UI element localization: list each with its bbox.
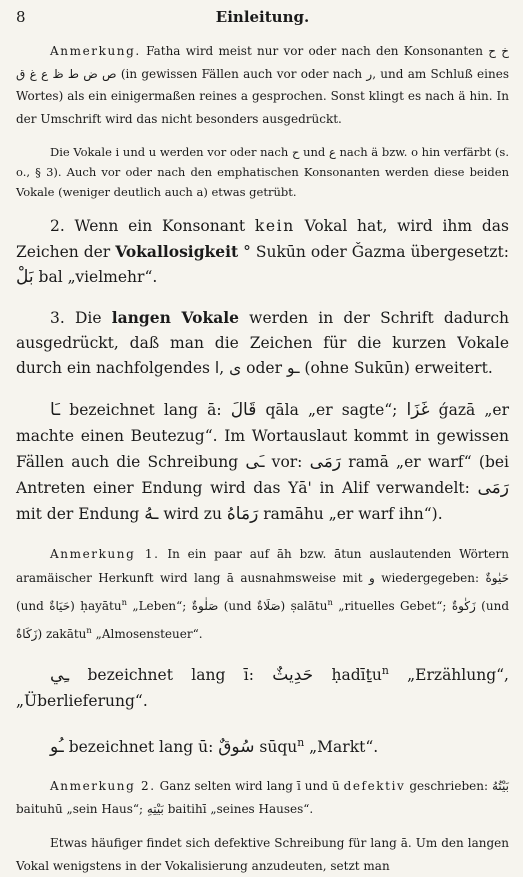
annotation-label: Anmerkung 1. [50, 547, 160, 561]
page-number: 8 [16, 8, 26, 26]
term-bold: Vokallosigkeit [115, 241, 239, 261]
vowel-note-paragraph: Die Vokale i und u werden vor oder nach ح und ع nach ä bzw. o hin verfärbt (s. o., § 3). Auch vor oder nach den emphatischen Konsonanten werden diese beiden Vokale (weniger deutlich auch a) etwas getrübt. [16, 145, 509, 199]
term-bold: langen Vokale [111, 308, 239, 327]
long-i-paragraph: ـِي bezeichnet lang ī: حَدِيثٌ ḥadīṯu$^n$ „Erzählung“, „Überlieferung“. [16, 664, 509, 711]
long-u-paragraph: ـُو bezeichnet lang ū: سُوقٌ sūqu$^n$ „Markt“. [50, 735, 379, 757]
annotation-2-paragraph: Anmerkung 2. Ganz selten wird lang ī und ū defektiv geschrieben: بَيْتُهُ baituhū „sein Haus“; بَيْتِهِ baitihī „seines Hauses“. [16, 779, 509, 816]
sukun-paragraph: 2. Wenn ein Konsonant kein Vokal hat, wird ihm das Zeichen der Vokallosigkeit ° Sukūn oder Ǧazma übergesetzt: بَلْ bal „vielmehr“. [16, 216, 510, 287]
annotation-1-paragraph: Anmerkung 1. In ein paar auf āh bzw. ātun auslautenden Wörtern aramäischer Herkunft wird lang ā ausnahmsweise mit و wiedergegeben: حَيٰوةٌ (und حَيَاةٌ) ḥayātu$^n$ „Leben“; صَلٰوةٌ (und صَلَاةٌ) ṣalātu$^n$ „rituelles Gebet“; زَكٰوةٌ (und زَكَاةٌ) zakātu$^n$ „Almosensteuer“. [16, 547, 510, 641]
running-title: Einleitung. [215, 8, 310, 26]
arabic-letters: خ ح ص ض ط ظ ع غ ق [16, 44, 510, 81]
annotation-label: Anmerkung. [50, 44, 141, 58]
defective-writing-paragraph: Etwas häufiger findet sich defektive Schreibung für lang ā. Um den langen Vokal wenigstens in der Vokalisierung anzudeuten, setzt man [16, 836, 509, 873]
long-a-paragraph: ـَا bezeichnet lang ā: قَالَ qāla „er sagte“; غَزَا ǵazā „er machte einen Beutezug“. Im Wortauslaut kommt in gewissen Fällen auch die Schreibung ـَى vor: رَمَى ramā „er warf“ (bei Antreten einer Endung wird das Yā' in Alif verwandelt: رَمَى mit der Endung ـهُ wird zu رَمَاهُ ramāhu „er warf ihn“). [16, 399, 510, 524]
page-header [16, 8, 509, 30]
long-vowels-paragraph: 3. Die langen Vokale werden in der Schrift dadurch ausgedrückt, daß man die Zeichen für die kurzen Vokale durch ein nachfolgendes ا, ى oder ـو (ohne Sukūn) erweitert. [16, 308, 510, 377]
annotation-label: Anmerkung 2. [50, 779, 156, 794]
arabic-letter: ر [366, 66, 373, 81]
annotation-paragraph: Anmerkung. Fatha wird meist nur vor oder nach den Konsonanten خ ح ص ض ط ظ ع غ ق (in gewissen Fällen auch vor oder nach ر, und am Schluß eines Wortes) als ein einigermaßen reines a gesprochen. Sonst klingt es nach ä hin. In der Umschrift wird das nicht besonders ausgedrückt. [16, 44, 510, 126]
